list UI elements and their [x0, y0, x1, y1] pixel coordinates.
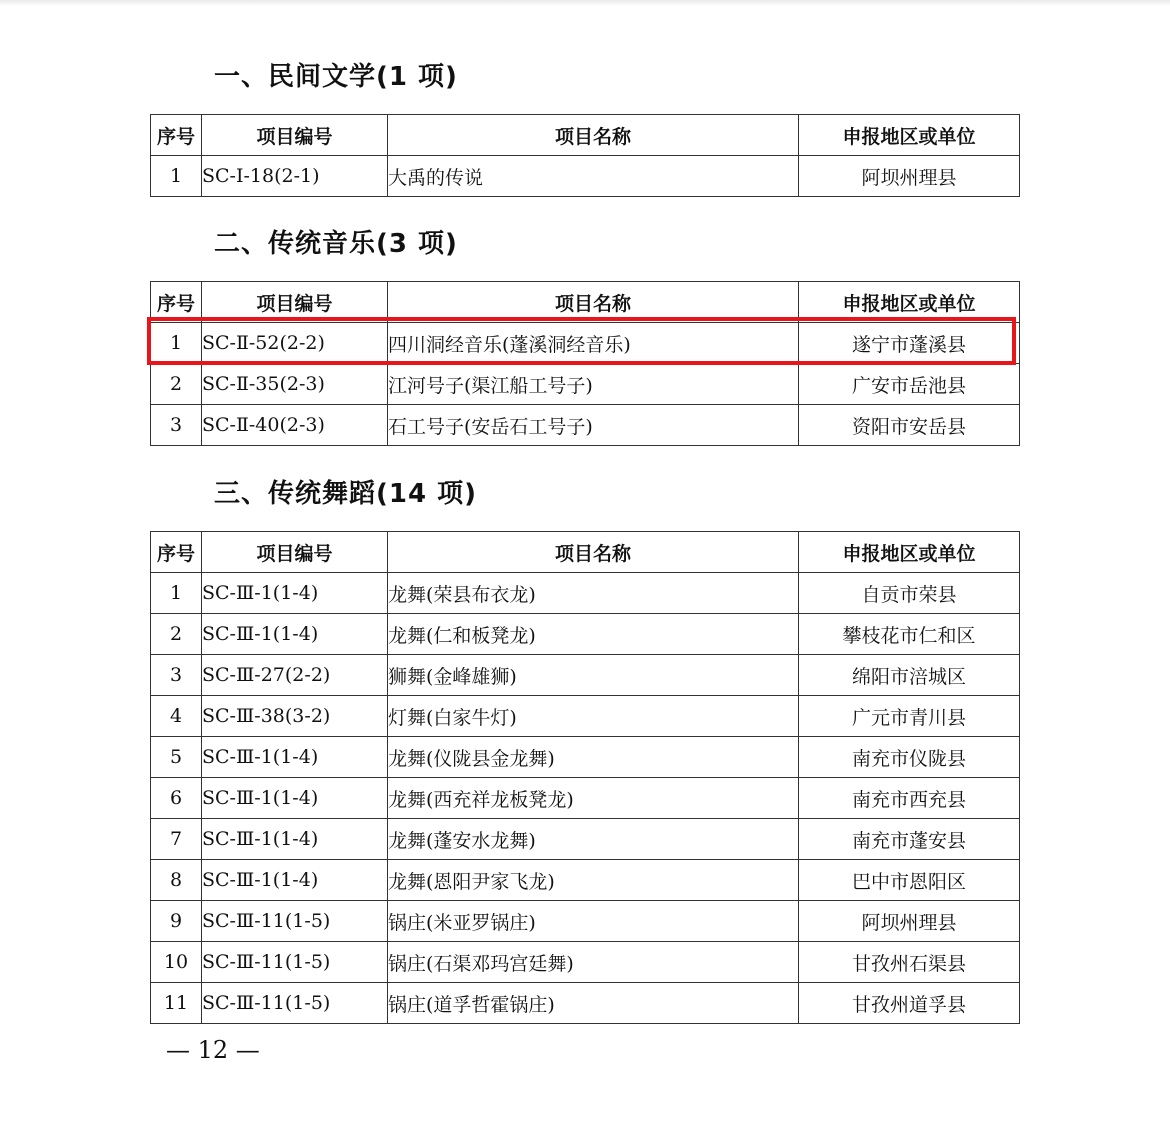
header-code: 项目编号 [202, 282, 388, 323]
section-title-traditional-music: 二、传统音乐(3 项) [214, 229, 458, 259]
table-row [151, 696, 1020, 737]
table-row [151, 860, 1020, 901]
header-name: 项目名称 [388, 532, 799, 573]
cell-no: 3 [151, 405, 202, 446]
cell-code: SC-Ⅲ-27(2-2) [202, 655, 388, 696]
cell-code: SC-Ⅲ-1(1-4) [202, 778, 388, 819]
cell-name: 狮舞(金峰雄狮) [388, 655, 799, 696]
cell-name: 龙舞(恩阳尹家飞龙) [388, 860, 799, 901]
header-name: 项目名称 [388, 282, 799, 323]
cell-area: 南充市仪陇县 [799, 737, 1020, 778]
table-row [151, 156, 1020, 197]
cell-name: 龙舞(仪陇县金龙舞) [388, 737, 799, 778]
cell-area: 甘孜州道孚县 [799, 983, 1020, 1024]
cell-area: 阿坝州理县 [799, 156, 1020, 197]
table-row [151, 901, 1020, 942]
table-row [151, 655, 1020, 696]
table-traditional-dance [150, 531, 1020, 1024]
cell-code: SC-Ⅲ-11(1-5) [202, 983, 388, 1024]
cell-name: 龙舞(仁和板凳龙) [388, 614, 799, 655]
cell-name: 锅庄(道孚哲霍锅庄) [388, 983, 799, 1024]
cell-code: SC-Ⅱ-35(2-3) [202, 364, 388, 405]
cell-area: 自贡市荣县 [799, 573, 1020, 614]
cell-area: 南充市西充县 [799, 778, 1020, 819]
cell-no: 8 [151, 860, 202, 901]
cell-code: SC-Ⅲ-1(1-4) [202, 614, 388, 655]
cell-area: 绵阳市涪城区 [799, 655, 1020, 696]
header-area: 申报地区或单位 [799, 115, 1020, 156]
cell-no: 5 [151, 737, 202, 778]
cell-no: 4 [151, 696, 202, 737]
cell-no: 7 [151, 819, 202, 860]
cell-code: SC-Ⅱ-52(2-2) [202, 323, 388, 364]
cell-no: 1 [151, 323, 202, 364]
table-row [151, 778, 1020, 819]
table-header-row [151, 282, 1020, 323]
cell-code: SC-Ⅲ-1(1-4) [202, 819, 388, 860]
header-no: 序号 [151, 532, 202, 573]
cell-code: SC-Ⅲ-11(1-5) [202, 901, 388, 942]
cell-code: SC-Ⅲ-1(1-4) [202, 860, 388, 901]
header-name: 项目名称 [388, 115, 799, 156]
page-top-edge [0, 0, 1170, 6]
table-row [151, 942, 1020, 983]
table-row [151, 364, 1020, 405]
table-row [151, 614, 1020, 655]
header-no: 序号 [151, 115, 202, 156]
cell-area: 阿坝州理县 [799, 901, 1020, 942]
table-row [151, 737, 1020, 778]
cell-code: SC-Ⅲ-11(1-5) [202, 942, 388, 983]
section-title-traditional-dance: 三、传统舞蹈(14 项) [214, 479, 477, 509]
cell-name: 石工号子(安岳石工号子) [388, 405, 799, 446]
cell-code: SC-Ⅲ-38(3-2) [202, 696, 388, 737]
cell-no: 2 [151, 364, 202, 405]
cell-no: 1 [151, 573, 202, 614]
cell-name: 大禹的传说 [388, 156, 799, 197]
cell-name: 锅庄(石渠邓玛宫廷舞) [388, 942, 799, 983]
header-code: 项目编号 [202, 532, 388, 573]
cell-name: 龙舞(荣县布衣龙) [388, 573, 799, 614]
table-row [151, 573, 1020, 614]
cell-code: SC-Ⅰ-18(2-1) [202, 156, 388, 197]
cell-name: 灯舞(白家牛灯) [388, 696, 799, 737]
table-traditional-music [150, 281, 1020, 446]
cell-no: 3 [151, 655, 202, 696]
cell-area: 甘孜州石渠县 [799, 942, 1020, 983]
cell-no: 10 [151, 942, 202, 983]
table-folk-literature [150, 114, 1020, 197]
cell-name: 江河号子(渠江船工号子) [388, 364, 799, 405]
cell-name: 锅庄(米亚罗锅庄) [388, 901, 799, 942]
cell-no: 1 [151, 156, 202, 197]
cell-area: 巴中市恩阳区 [799, 860, 1020, 901]
header-code: 项目编号 [202, 115, 388, 156]
header-area: 申报地区或单位 [799, 282, 1020, 323]
cell-no: 11 [151, 983, 202, 1024]
cell-no: 9 [151, 901, 202, 942]
cell-code: SC-Ⅲ-1(1-4) [202, 573, 388, 614]
cell-area: 资阳市安岳县 [799, 405, 1020, 446]
page-number: — 12 — [166, 1036, 260, 1064]
table-header-row [151, 115, 1020, 156]
section-title-folk-literature: 一、民间文学(1 项) [214, 62, 458, 92]
cell-area: 遂宁市蓬溪县 [799, 323, 1020, 364]
header-area: 申报地区或单位 [799, 532, 1020, 573]
table-header-row [151, 532, 1020, 573]
cell-area: 广元市青川县 [799, 696, 1020, 737]
cell-area: 南充市蓬安县 [799, 819, 1020, 860]
table-row [151, 983, 1020, 1024]
cell-name: 龙舞(蓬安水龙舞) [388, 819, 799, 860]
table-row [151, 405, 1020, 446]
header-no: 序号 [151, 282, 202, 323]
cell-no: 2 [151, 614, 202, 655]
cell-area: 广安市岳池县 [799, 364, 1020, 405]
table-row [151, 819, 1020, 860]
cell-area: 攀枝花市仁和区 [799, 614, 1020, 655]
cell-code: SC-Ⅱ-40(2-3) [202, 405, 388, 446]
cell-no: 6 [151, 778, 202, 819]
table-row-highlighted [151, 323, 1020, 364]
cell-code: SC-Ⅲ-1(1-4) [202, 737, 388, 778]
cell-name: 四川洞经音乐(蓬溪洞经音乐) [388, 323, 799, 364]
cell-name: 龙舞(西充祥龙板凳龙) [388, 778, 799, 819]
